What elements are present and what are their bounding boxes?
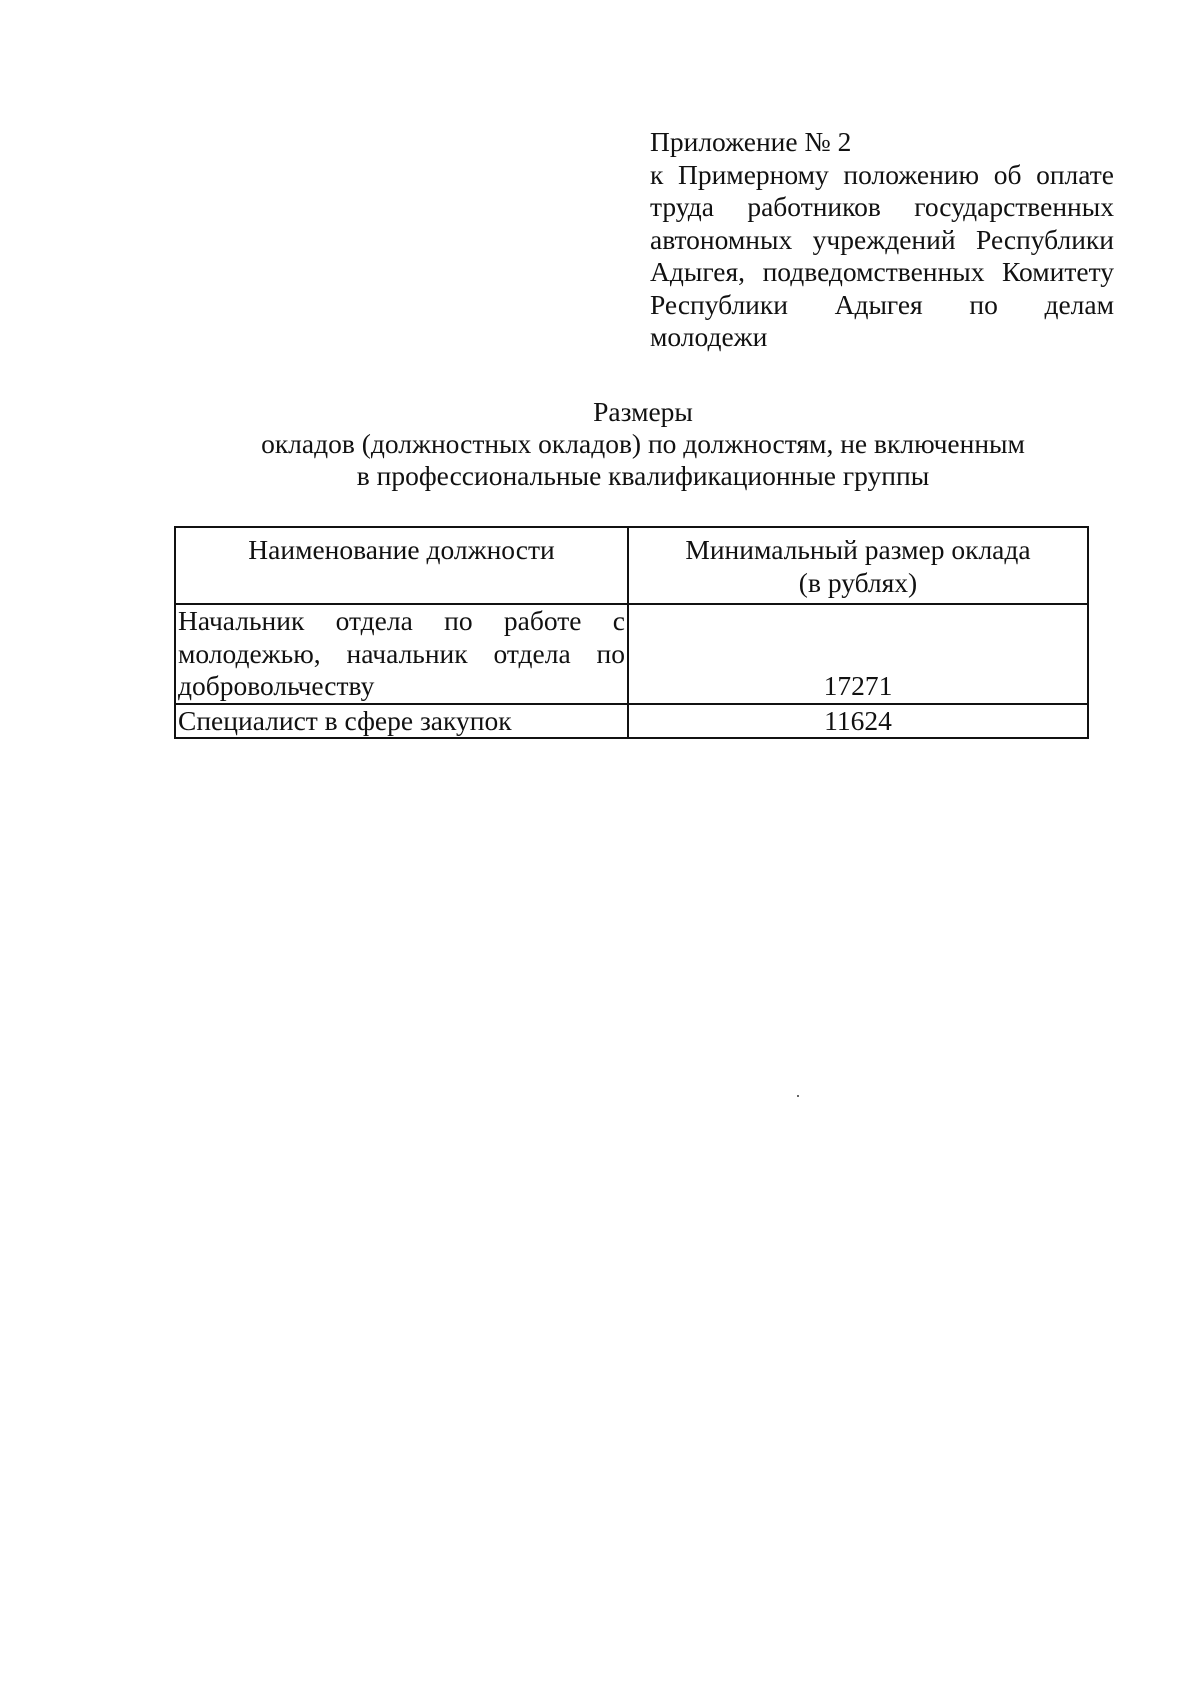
- header-salary: [628, 527, 1088, 604]
- salary-table: [174, 526, 1089, 739]
- header-salary-unit: (в рублях): [798, 566, 918, 598]
- salary-cell: 11624: [628, 704, 1088, 739]
- document-heading: [160, 396, 1126, 492]
- salary-cell: 17271: [628, 604, 1088, 704]
- table-row: [175, 604, 1088, 704]
- table-row: [175, 704, 1088, 739]
- position-cell: Специалист в сфере закупок: [175, 704, 628, 739]
- heading-line-1: Размеры: [593, 396, 693, 427]
- scan-speck: [797, 1095, 799, 1097]
- appendix-title: Приложение № 2: [650, 126, 852, 157]
- heading-line-2: окладов (должностных окладов) по должностям, не включенным: [261, 428, 1025, 459]
- header-position: [175, 527, 628, 604]
- header-position-label: Наименование должности: [248, 534, 555, 565]
- table-header-row: [175, 527, 1088, 604]
- position-cell: Начальник отдела по работе с молодежью, начальник отдела по добровольчеству: [175, 604, 628, 704]
- header-salary-label: Минимальный размер оклада: [685, 534, 1031, 565]
- appendix-block: [650, 126, 1114, 354]
- appendix-text: к Примерному положению об оплате труда работников государственных автономных учреждений Республики Адыгея, подведомственных Комитету Республики Адыгея по делам молодежи: [650, 158, 1114, 352]
- heading-line-3: в профессиональные квалификационные группы: [356, 460, 930, 491]
